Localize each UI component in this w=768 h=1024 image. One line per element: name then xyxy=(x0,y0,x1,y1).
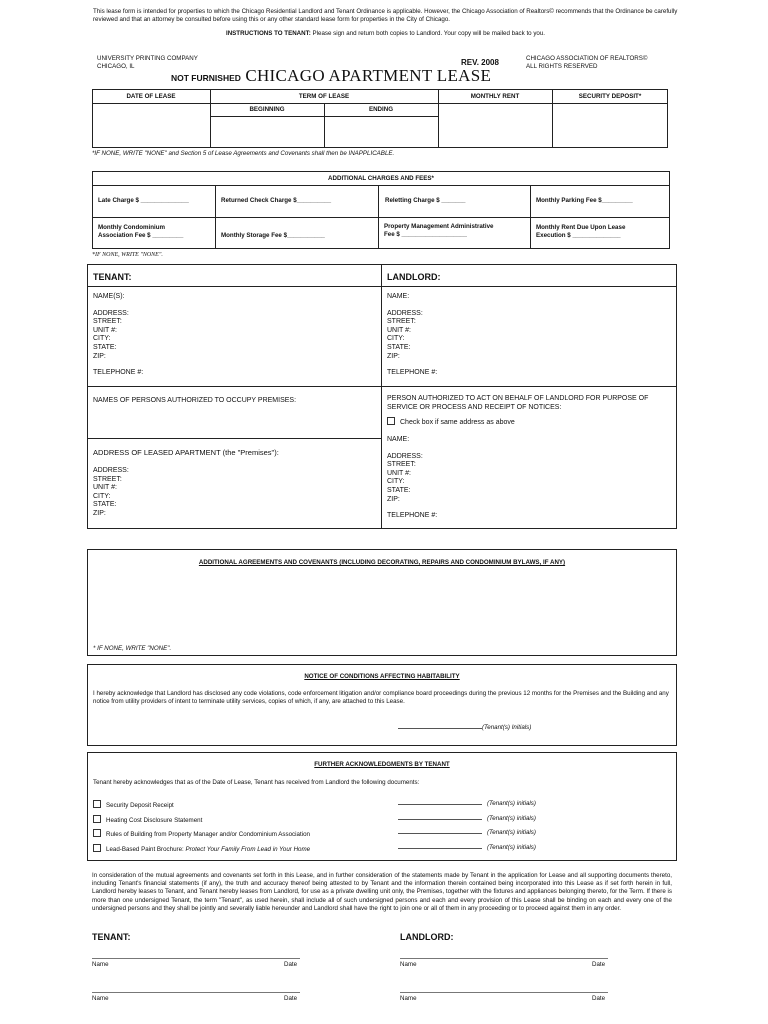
rent-due-line2: Execution $ ______________ xyxy=(536,232,621,240)
landlord-heading: LANDLORD: xyxy=(387,272,441,282)
condo-fee-field[interactable] xyxy=(98,224,183,240)
premises-city-label: CITY: xyxy=(93,492,111,500)
rent-due-field[interactable] xyxy=(536,224,625,240)
checkbox-icon xyxy=(93,844,101,852)
ack-initials-3-label: (Tenant(s) initials) xyxy=(487,829,536,836)
ack-initials-4[interactable] xyxy=(398,844,536,852)
landlord-city-label: CITY: xyxy=(387,335,405,343)
agent-check-label: Check box if same address as above xyxy=(400,419,515,426)
beginning-field[interactable] xyxy=(212,118,322,146)
tenant-address-label: ADDRESS: xyxy=(93,309,129,317)
ack-item-4-prefix: Lead-Based Paint Brochure: xyxy=(106,846,184,853)
ack-initials-1[interactable] xyxy=(398,800,536,808)
landlord-sig2-date-label: Date xyxy=(592,995,606,1002)
landlord-sig1-date-label: Date xyxy=(592,961,606,968)
landlord-unit-label: UNIT #: xyxy=(387,326,411,334)
title-block xyxy=(171,66,491,86)
instructions-label: INSTRUCTIONS TO TENANT: xyxy=(225,30,311,37)
date-of-lease-header: DATE OF LEASE xyxy=(126,93,176,100)
premises-info[interactable] xyxy=(93,467,129,519)
storage-fee-field[interactable]: Monthly Storage Fee $___________ xyxy=(221,232,325,239)
agent-street-label: STREET: xyxy=(387,461,416,469)
rent-due-line1: Monthly Rent Due Upon Lease xyxy=(536,224,626,231)
agent-zip-label: ZIP: xyxy=(387,495,400,503)
landlord-name-label: NAME: xyxy=(387,293,410,300)
premises-label: ADDRESS OF LEASED APARTMENT (the "Premises"): xyxy=(93,448,279,457)
checkbox-icon xyxy=(93,829,101,837)
tenant-unit-label: UNIT #: xyxy=(93,326,117,334)
ack-item-1[interactable] xyxy=(93,800,174,810)
acknowledgments-heading: FURTHER ACKNOWLEDGMENTS BY TENANT xyxy=(314,761,450,768)
tenant-signature-2[interactable] xyxy=(92,983,300,993)
reletting-field[interactable]: Reletting Charge $ _______ xyxy=(385,197,466,204)
ack-item-1-label: Security Deposit Receipt xyxy=(106,802,174,809)
ack-initials-3[interactable] xyxy=(398,829,536,837)
initials-line xyxy=(398,833,482,834)
initials-line xyxy=(398,848,482,849)
initials-line xyxy=(398,804,482,805)
checkbox-icon xyxy=(93,800,101,808)
ending-header: ENDING xyxy=(368,106,394,113)
page-title: CHICAGO APARTMENT LEASE xyxy=(245,66,492,85)
assoc-line1: CHICAGO ASSOCIATION OF REALTORS© xyxy=(526,55,648,62)
intro-text: This lease form is intended for properties to which the Chicago Residential Landlord and Tenant Ordinance is applicable. However, the Chicago Association of Realtors© recommends that the Ordinance be carefully reviewed and that an attorney be consulted before using this or any other standard lease form for properties in the City of Chicago. xyxy=(93,8,678,24)
premises-address-label: ADDRESS: xyxy=(93,467,129,474)
agent-unit-label: UNIT #: xyxy=(387,469,411,477)
premises-street-label: STREET: xyxy=(93,475,122,483)
security-deposit-header: SECURITY DEPOSIT* xyxy=(578,93,642,100)
landlord-telephone-label: TELEPHONE #: xyxy=(387,369,438,377)
monthly-rent-field[interactable] xyxy=(440,105,550,146)
habitability-heading: NOTICE OF CONDITIONS AFFECTING HABITABILITY xyxy=(304,673,460,680)
ack-initials-2[interactable] xyxy=(398,815,536,823)
ending-field[interactable] xyxy=(326,118,436,146)
printer-line1: UNIVERSITY PRINTING COMPANY xyxy=(97,55,198,62)
tenant-signature-1[interactable] xyxy=(92,949,300,959)
prop-mgmt-line2: Fee $ ___________________ xyxy=(384,231,467,239)
ack-item-3[interactable] xyxy=(93,829,310,839)
ack-initials-1-label: (Tenant(s) initials) xyxy=(487,800,536,807)
landlord-info[interactable] xyxy=(387,293,437,378)
agent-info[interactable] xyxy=(387,436,437,521)
agent-telephone-label: TELEPHONE #: xyxy=(387,512,438,520)
habitability-initials-label: (Tenant(s) Initials) xyxy=(482,724,532,731)
agent-name-label: NAME: xyxy=(387,436,410,443)
beginning-header: BEGINNING xyxy=(249,106,285,113)
premises-unit-label: UNIT #: xyxy=(93,484,117,492)
landlord-signature-1[interactable] xyxy=(400,949,608,959)
initials-line xyxy=(398,819,482,820)
charges-note: *IF NONE, WRITE "NONE". xyxy=(92,252,163,258)
landlord-state-label: STATE: xyxy=(387,343,411,351)
security-deposit-field[interactable] xyxy=(554,105,666,146)
tenant-sig1-name-label: Name xyxy=(92,961,109,968)
date-of-lease-field[interactable] xyxy=(94,118,208,146)
ack-initials-2-label: (Tenant(s) initials) xyxy=(487,815,536,822)
returned-check-field[interactable]: Returned Check Charge $__________ xyxy=(221,197,332,204)
agent-same-address-checkbox[interactable] xyxy=(387,417,515,428)
initials-line xyxy=(398,728,482,729)
condo-fee-line2: Association Fee $ _________ xyxy=(98,232,184,240)
charges-heading: ADDITIONAL CHARGES AND FEES* xyxy=(328,175,434,182)
tenant-telephone-label: TELEPHONE #: xyxy=(93,369,144,377)
agreements-note: * IF NONE, WRITE "NONE". xyxy=(93,645,172,652)
habitability-initials[interactable] xyxy=(398,724,531,732)
checkbox-icon xyxy=(387,417,395,425)
landlord-street-label: STREET: xyxy=(387,318,416,326)
tenant-heading: TENANT: xyxy=(93,272,132,282)
instructions-text: Please sign and return both copies to Landlord. Your copy will be mailed back to you. xyxy=(312,30,546,37)
agent-city-label: CITY: xyxy=(387,478,405,486)
printer-line2: CHICAGO, IL xyxy=(97,63,135,71)
ack-item-4-italic: Protect Your Family From Lead in Your Home xyxy=(185,846,311,853)
agent-text: PERSON AUTHORIZED TO ACT ON BEHALF OF LANDLORD FOR PURPOSE OF SERVICE OR PROCESS AND RECEIPT OF NOTICES: xyxy=(387,395,649,411)
tenant-names-label: NAME(S): xyxy=(93,293,125,300)
tenant-sig1-date-label: Date xyxy=(284,961,298,968)
occupants-label[interactable]: NAMES OF PERSONS AUTHORIZED TO OCCUPY PREMISES: xyxy=(93,397,297,404)
acknowledgments-intro: Tenant hereby acknowledges that as of the Date of Lease, Tenant has received from Landlord the following documents: xyxy=(93,779,420,786)
tenant-sig2-name-label: Name xyxy=(92,995,109,1002)
agreements-heading: ADDITIONAL AGREEMENTS AND COVENANTS (INCLUDING DECORATING, REPAIRS AND CONDOMINIUM BYLAWS, IF ANY) xyxy=(198,559,566,566)
premises-zip-label: ZIP: xyxy=(93,509,106,517)
tenant-info[interactable] xyxy=(93,293,143,378)
ack-item-2-label: Heating Cost Disclosure Statement xyxy=(106,817,203,824)
tenant-state-label: STATE: xyxy=(93,343,117,351)
lease-terms-note: *IF NONE, WRITE "NONE" and Section 5 of Lease Agreements and Covenants shall then be INAPPLICABLE. xyxy=(92,150,395,157)
condo-fee-line1: Monthly Condominium xyxy=(98,224,166,231)
premises-state-label: STATE: xyxy=(93,501,117,509)
ack-item-4[interactable] xyxy=(93,844,310,854)
checkbox-icon xyxy=(93,815,101,823)
ack-item-3-label: Rules of Building from Property Manager and/or Condominium Association xyxy=(106,831,310,838)
landlord-signature-heading: LANDLORD: xyxy=(400,932,454,942)
landlord-address-label: ADDRESS: xyxy=(387,309,423,317)
instructions xyxy=(93,30,678,38)
term-of-lease-header: TERM OF LEASE xyxy=(298,93,350,100)
tenant-zip-label: ZIP: xyxy=(93,352,106,360)
ack-initials-4-label: (Tenant(s) initials) xyxy=(487,844,536,851)
monthly-rent-header: MONTHLY RENT xyxy=(470,93,520,100)
agent-address-label: ADDRESS: xyxy=(387,452,423,460)
prop-mgmt-line1: Property Management Administrative xyxy=(384,223,494,230)
tenant-signature-heading: TENANT: xyxy=(92,932,131,942)
not-furnished-label: NOT FURNISHED xyxy=(171,73,241,83)
tenant-city-label: CITY: xyxy=(93,335,111,343)
habitability-text: I hereby acknowledge that Landlord has disclosed any code violations, code enforcement litigation and/or compliance board proceedings during the previous 12 months for the Premises and the Building and any notice from utility providers of intent to terminate utility services, copies of which, if any, are attached to this Lease. xyxy=(93,690,669,706)
tenant-street-label: STREET: xyxy=(93,318,122,326)
parking-fee-field[interactable]: Monthly Parking Fee $_________ xyxy=(536,197,633,204)
landlord-sig1-name-label: Name xyxy=(400,961,417,968)
ack-item-2[interactable] xyxy=(93,815,202,825)
prop-mgmt-fee-field[interactable] xyxy=(384,223,493,239)
assoc-info xyxy=(526,55,647,71)
landlord-signature-2[interactable] xyxy=(400,983,608,993)
landlord-zip-label: ZIP: xyxy=(387,352,400,360)
agent-state-label: STATE: xyxy=(387,486,411,494)
late-charge-field[interactable]: Late Charge $ ______________ xyxy=(98,197,189,204)
tenant-sig2-date-label: Date xyxy=(284,995,298,1002)
landlord-sig2-name-label: Name xyxy=(400,995,417,1002)
assoc-line2: ALL RIGHTS RESERVED xyxy=(526,63,598,71)
consideration-text: In consideration of the mutual agreements and covenants set forth in this Lease, and in further consideration of the statements made by Tenant in the application for Lease and all supporting documents thereto, including Tenant's financial statements (if any), the truth and accuracy thereof being attested to by Tenant and the information therein contained being incorporated into this Lease as if set forth herein in full, Landlord hereby leases to Tenant, and Tenant hereby leases from Landlord, for use as a private dwelling unit only, the Premises, together with the fixtures and appliances belonging thereto, for the Term. If there is more than one undersigned Tenant, the term "Tenant", as used herein, shall include all of such undersigned persons and each and every provision of this Lease shall be binding on each and every one of the undersigned persons and they shall be jointly and severally liable hereunder and Landlord shall have the right to join one or all of them in any proceeding or to proceed against them in any order. xyxy=(92,872,672,912)
revision: REV. 2008 xyxy=(461,58,499,67)
